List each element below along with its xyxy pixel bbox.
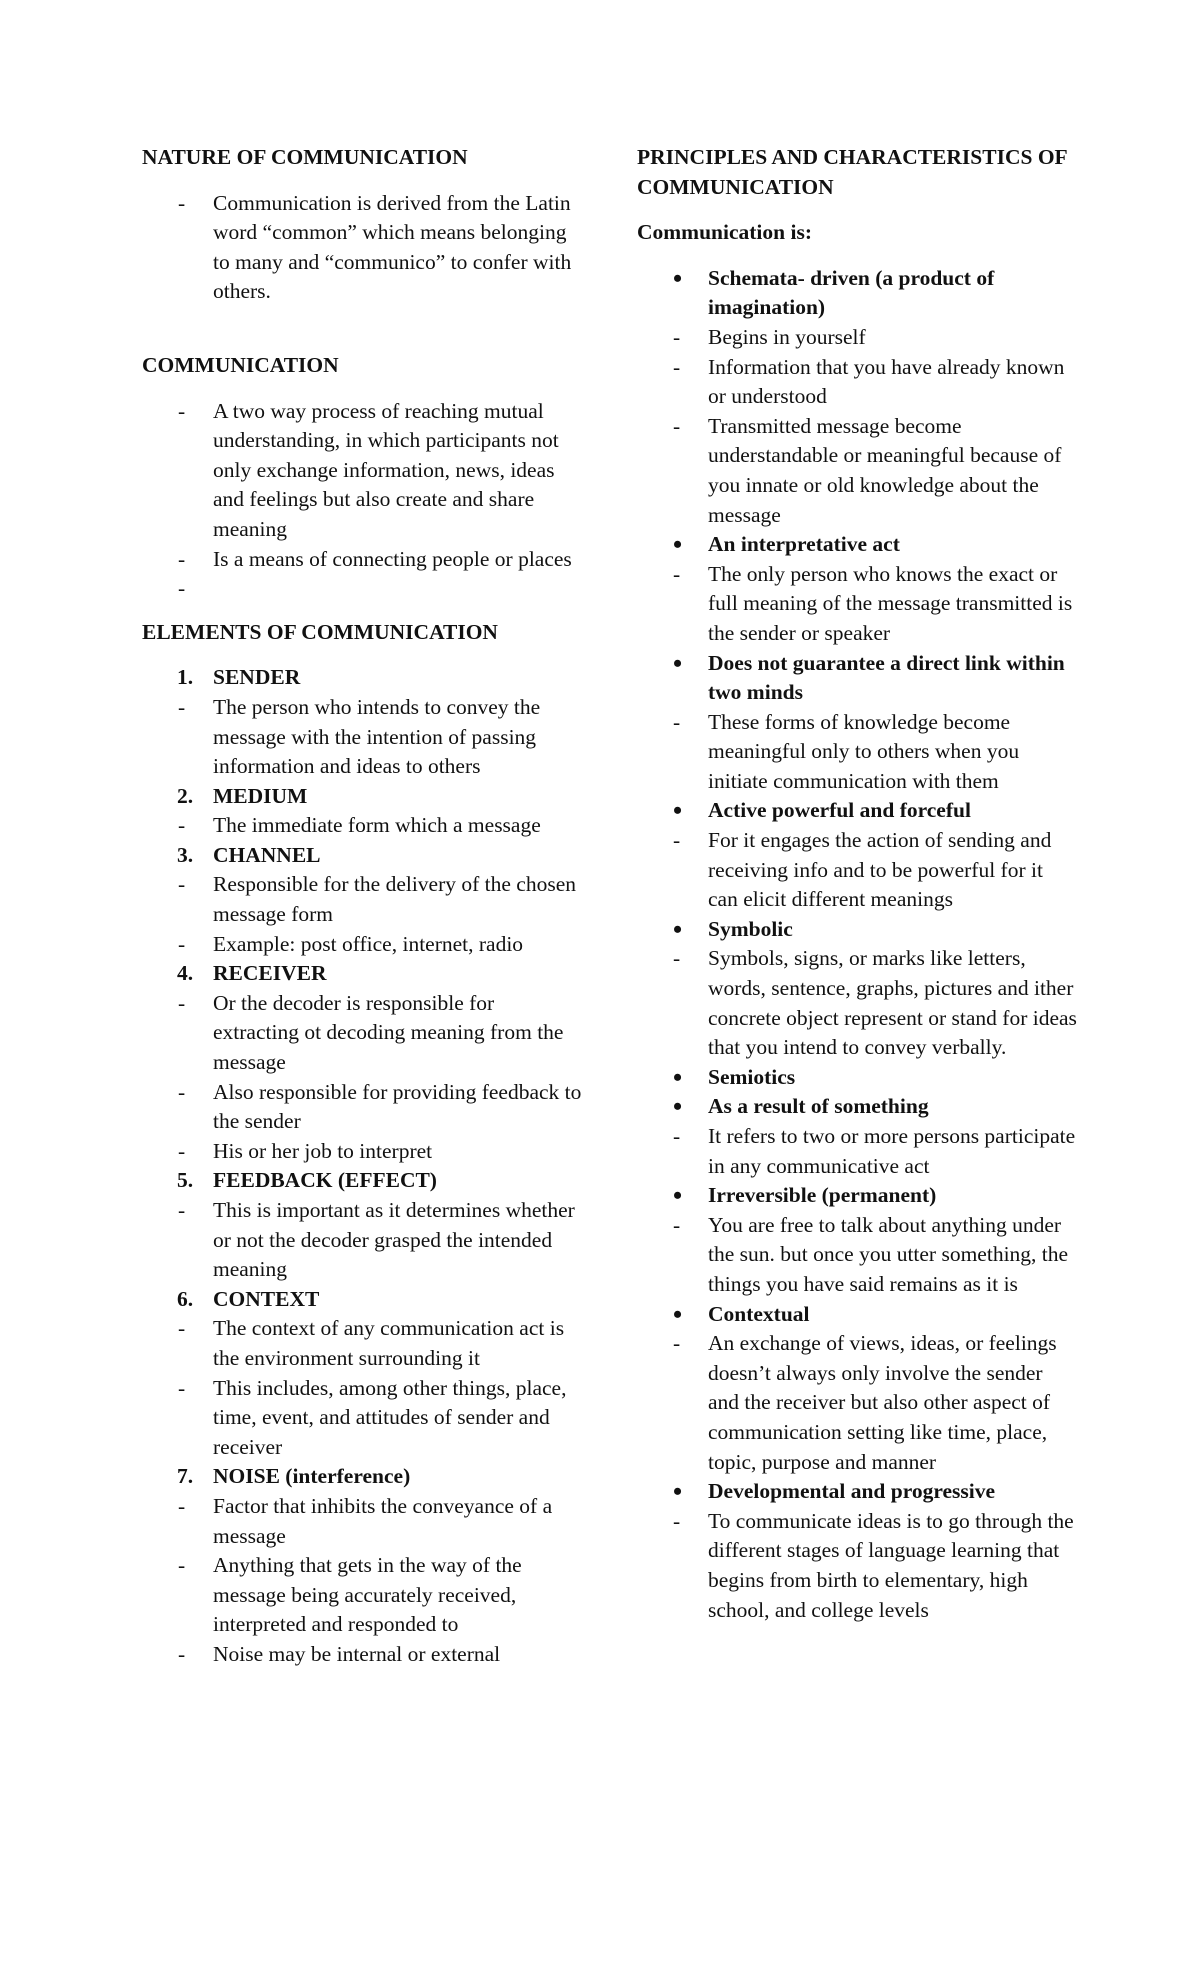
element-number: 5. — [177, 1168, 194, 1193]
principle-item — [637, 530, 1077, 560]
dash-marker: - — [178, 931, 186, 956]
dash-marker: - — [178, 1316, 186, 1341]
list-item-text: This is important as it determines whether or not the decoder grasped the intended meaning — [213, 1198, 575, 1282]
communication-section — [142, 351, 582, 604]
list-item-text: A two way process of reaching mutual understanding, in which participants not only exchange information, news, ideas and feelings but also create and share meaning — [213, 398, 559, 541]
nature-section — [142, 143, 582, 307]
list-item — [637, 323, 1077, 353]
dash-marker: - — [178, 546, 186, 571]
element-item-receiver — [142, 959, 582, 989]
element-title: FEEDBACK (EFFECT) — [213, 1168, 437, 1193]
dash-marker: - — [178, 872, 186, 897]
dash-marker: - — [178, 1375, 186, 1400]
list-item — [637, 1122, 1077, 1181]
list-item — [142, 693, 582, 782]
list-item — [142, 1196, 582, 1285]
list-item-text: To communicate ideas is to go through the different stages of language learning that begins from birth to elementary, high school, and college levels — [708, 1508, 1074, 1622]
dash-marker: - — [178, 576, 186, 601]
dash-marker: - — [673, 561, 681, 586]
bullet-icon: • — [673, 263, 683, 293]
list-item-text: Information that you have already known or understood — [708, 354, 1065, 409]
principle-title: Irreversible (permanent) — [708, 1183, 937, 1208]
list-item-text: You are free to talk about anything under the sun. but once you utter something, the things you have said remains as it is — [708, 1212, 1069, 1296]
list-item-text: Factor that inhibits the conveyance of a message — [213, 1493, 553, 1548]
list-item — [142, 1551, 582, 1640]
bullet-icon: • — [673, 1062, 683, 1092]
principle-item — [637, 1181, 1077, 1211]
dash-marker: - — [673, 413, 681, 438]
element-item-feedback — [142, 1166, 582, 1196]
principle-title: Schemata- driven (a product of imagination) — [708, 265, 995, 320]
list-item-text: The only person who knows the exact or full meaning of the message transmitted is the sender or speaker — [708, 561, 1073, 645]
element-item-context — [142, 1285, 582, 1315]
dash-marker: - — [178, 694, 186, 719]
communication-heading: COMMUNICATION — [142, 352, 339, 377]
element-item-sender — [142, 663, 582, 693]
list-item-text: Responsible for the delivery of the chosen message form — [213, 872, 577, 927]
dash-marker: - — [673, 946, 681, 971]
list-item-text: Anything that gets in the way of the message being accurately received, interpreted and responded to — [213, 1553, 522, 1637]
right-column — [637, 143, 1077, 1625]
list-item-text: The context of any communication act is the environment surrounding it — [213, 1316, 565, 1370]
principles-heading: PRINCIPLES AND CHARACTERISTICS OF COMMUNICATION — [637, 145, 1067, 199]
list-item — [142, 574, 582, 604]
list-item-text: Example: post office, internet, radio — [213, 931, 524, 956]
dash-marker: - — [673, 1331, 681, 1356]
bullet-icon: • — [673, 1181, 683, 1211]
list-item — [142, 1078, 582, 1137]
principles-subheading: Communication is: — [637, 220, 812, 245]
elements-section — [142, 618, 582, 1670]
dash-marker: - — [178, 1493, 186, 1518]
list-item — [637, 826, 1077, 915]
dash-marker: - — [178, 398, 186, 423]
list-item-text: An exchange of views, ideas, or feelings doesn’t always only involve the sender and the receiver but also other aspect of communication setting like time, place, topic, purpose and manner — [708, 1331, 1057, 1474]
element-item-noise — [142, 1462, 582, 1492]
bullet-icon: • — [673, 1477, 683, 1507]
principle-item — [637, 649, 1077, 708]
list-item — [637, 1329, 1077, 1477]
element-title: NOISE (interference) — [213, 1464, 411, 1489]
element-title: RECEIVER — [213, 961, 327, 986]
list-item — [142, 1374, 582, 1463]
dash-marker: - — [673, 324, 681, 349]
bullet-icon: • — [673, 530, 683, 560]
element-title: MEDIUM — [213, 783, 308, 808]
dash-marker: - — [178, 190, 186, 215]
dash-marker: - — [178, 990, 186, 1015]
bullet-icon: • — [673, 914, 683, 944]
list-item-text: The person who intends to convey the message with the intention of passing information and ideas to others — [213, 694, 541, 779]
list-item — [142, 989, 582, 1078]
list-item-text: Noise may be internal or external — [213, 1641, 501, 1666]
dash-marker: - — [673, 1124, 681, 1148]
principle-title: Semiotics — [708, 1064, 796, 1089]
principle-item — [637, 1300, 1077, 1330]
principle-title: Contextual — [708, 1301, 810, 1326]
bullet-icon: • — [673, 796, 683, 826]
principle-title: An interpretative act — [708, 532, 900, 557]
element-title: CONTEXT — [213, 1286, 320, 1311]
bullet-icon: • — [673, 1299, 683, 1329]
list-item — [142, 930, 582, 960]
list-item-text: For it engages the action of sending and receiving info and to be powerful for it can elicit different meanings — [708, 828, 1052, 912]
list-item-text: These forms of knowledge become meaningful only to others when you initiate communication with them — [708, 709, 1020, 793]
principle-item — [637, 1063, 1077, 1093]
list-item-text: Communication is derived from the Latin word “common” which means belonging to many and “communico” to confer with others. — [213, 190, 572, 304]
nature-heading: NATURE OF COMMUNICATION — [142, 145, 468, 169]
list-item-text: His or her job to interpret — [213, 1138, 433, 1163]
list-item-text: It refers to two or more persons participate in any communicative act — [708, 1124, 1076, 1178]
dash-marker: - — [673, 354, 681, 379]
list-item — [142, 870, 582, 929]
element-number: 6. — [177, 1286, 194, 1311]
list-item — [142, 1137, 582, 1167]
list-item — [142, 545, 582, 575]
principle-title: Developmental and progressive — [708, 1479, 996, 1504]
list-item — [142, 1492, 582, 1551]
list-item-text: Is a means of connecting people or places — [213, 546, 572, 571]
principle-title: Symbolic — [708, 916, 793, 941]
element-title: CHANNEL — [213, 842, 321, 867]
list-item — [637, 353, 1077, 412]
dash-marker: - — [178, 1198, 186, 1222]
principle-item — [637, 915, 1077, 945]
element-item-channel — [142, 841, 582, 871]
principle-title: Active powerful and forceful — [708, 798, 971, 823]
dash-marker: - — [673, 1212, 681, 1237]
principle-title: Does not guarantee a direct link within two minds — [708, 650, 1065, 705]
dash-marker: - — [178, 1079, 186, 1104]
list-item-text: Or the decoder is responsible for extracting ot decoding meaning from the message — [213, 990, 564, 1075]
dash-marker: - — [178, 1641, 186, 1666]
dash-marker: - — [673, 709, 681, 734]
list-item-text: Begins in yourself — [708, 324, 866, 349]
list-item — [142, 1640, 582, 1670]
list-item — [637, 412, 1077, 530]
element-item-medium — [142, 782, 582, 812]
dash-marker: - — [673, 1508, 681, 1533]
principle-item — [637, 1477, 1077, 1507]
list-item — [637, 708, 1077, 797]
list-item-text: Transmitted message become understandable or meaningful because of you innate or old knowledge about the message — [708, 413, 1062, 527]
element-number: 7. — [177, 1464, 194, 1489]
left-column — [142, 143, 582, 1670]
element-number: 3. — [177, 842, 194, 867]
bullet-icon: • — [673, 1092, 683, 1122]
element-number: 2. — [177, 783, 194, 808]
list-item — [142, 811, 582, 841]
list-item — [142, 1314, 582, 1373]
list-item — [637, 1211, 1077, 1300]
list-item — [637, 1507, 1077, 1625]
dash-marker: - — [178, 1553, 186, 1578]
principle-title: As a result of something — [708, 1094, 929, 1119]
list-item-text: This includes, among other things, place, time, event, and attitudes of sender and receiver — [213, 1375, 567, 1459]
element-title: SENDER — [213, 665, 301, 690]
bullet-icon: • — [673, 648, 683, 678]
principle-item — [637, 796, 1077, 826]
element-number: 1. — [177, 665, 194, 690]
list-item — [637, 560, 1077, 649]
list-item-text: Also responsible for providing feedback to the sender — [213, 1079, 582, 1134]
list-item — [142, 397, 582, 545]
elements-heading: ELEMENTS OF COMMUNICATION — [142, 619, 498, 644]
dash-marker: - — [673, 828, 681, 853]
list-item-text: The immediate form which a message — [213, 813, 541, 838]
principle-item — [637, 1092, 1077, 1122]
list-item — [142, 189, 582, 307]
list-item-text: Symbols, signs, or marks like letters, words, sentence, graphs, pictures and ither concrete object represent or stand for ideas that you intend to convey verbally. — [708, 946, 1077, 1060]
dash-marker: - — [178, 813, 186, 838]
element-number: 4. — [177, 961, 194, 986]
principle-item — [637, 264, 1077, 323]
list-item — [637, 944, 1077, 1062]
dash-marker: - — [178, 1138, 186, 1163]
